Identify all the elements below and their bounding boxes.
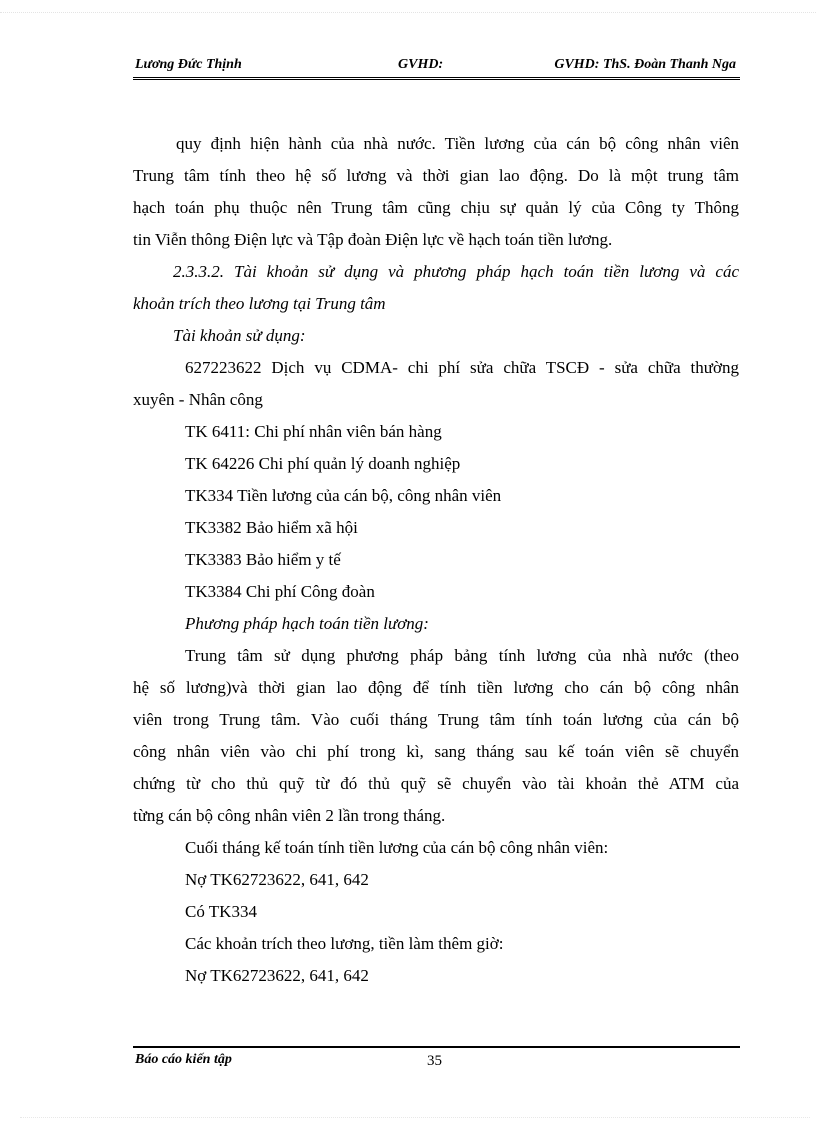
text-line: quy định hiện hành của nhà nước. Tiền lương của cán bộ công nhân viên <box>176 134 739 153</box>
text-line: chứng từ cho thủ quỹ từ đó thủ quỹ sẽ chuyển vào tài khoản thẻ ATM của <box>133 774 739 793</box>
footer-rule <box>133 1046 740 1048</box>
text-line: viên trong Trung tâm. Vào cuối tháng Trung tâm tính toán lương của cán bộ <box>133 710 739 729</box>
footer-title: Báo cáo kiến tập <box>135 1052 232 1067</box>
heading-line: 2.3.3.2. Tài khoản sử dụng và phương pháp hạch toán tiền lương và các <box>173 262 739 281</box>
account-cdma <box>133 352 739 416</box>
paragraph-method <box>133 640 739 832</box>
page-body <box>133 128 739 992</box>
list-item: TK3382 Bảo hiểm xã hội <box>185 518 358 537</box>
text-line: Trung tâm tính theo hệ số lương và thời gian lao động. Do là một trung tâm <box>133 166 739 185</box>
text-line: xuyên - Nhân công <box>133 390 263 409</box>
list-item: TK 64226 Chi phí quản lý doanh nghiệp <box>185 454 461 473</box>
text-line: hạch toán phụ thuộc nên Trung tâm cũng chịu sự quản lý của Công ty Thông <box>133 198 739 217</box>
list-item: TK3384 Chi phí Công đoàn <box>185 582 375 601</box>
accounting-entries <box>133 832 739 992</box>
entry-line: Cuối tháng kế toán tính tiền lương của cán bộ công nhân viên: <box>185 838 609 857</box>
list-item: TK3383 Bảo hiểm y tế <box>185 550 341 569</box>
page-footer <box>133 1052 740 1072</box>
entry-line: Nợ TK62723622, 641, 642 <box>185 870 369 889</box>
text-line: 627223622 Dịch vụ CDMA- chi phí sửa chữa TSCĐ - sửa chữa thường <box>185 358 739 377</box>
header-author: Lương Đức Thịnh <box>135 57 242 72</box>
list-item: TK 6411: Chi phí nhân viên bán hàng <box>185 422 442 441</box>
text-line: hệ số lương)và thời gian lao động để tính tiền lương cho cán bộ công nhân <box>133 678 739 697</box>
page-header <box>133 57 740 77</box>
text-line: tin Viễn thông Điện lực và Tập đoàn Điện lực về hạch toán tiền lương. <box>133 230 613 249</box>
list-item: TK334 Tiền lương của cán bộ, công nhân viên <box>185 486 502 505</box>
page-top-edge <box>0 0 816 13</box>
section-heading <box>133 256 739 320</box>
header-advisor: GVHD: ThS. Đoàn Thanh Nga <box>554 57 736 72</box>
entry-line: Nợ TK62723622, 641, 642 <box>185 966 369 985</box>
page-bottom-edge <box>20 1117 810 1118</box>
account-list <box>133 416 739 608</box>
entry-line: Có TK334 <box>185 902 257 921</box>
header-rule <box>133 77 740 80</box>
text-line: công nhân viên vào chi phí trong kì, sang tháng sau kế toán viên sẽ chuyển <box>133 742 739 761</box>
text-line: từng cán bộ công nhân viên 2 lần trong tháng. <box>133 806 446 825</box>
heading-line: khoản trích theo lương tại Trung tâm <box>133 294 386 313</box>
accounts-label: Tài khoản sử dụng: <box>173 326 306 345</box>
paragraph-regulation <box>133 128 739 256</box>
entry-line: Các khoản trích theo lương, tiền làm thêm giờ: <box>185 934 504 953</box>
text-line: Trung tâm sử dụng phương pháp bảng tính lương của nhà nước (theo <box>185 646 739 665</box>
header-gvhd-label: GVHD: <box>398 57 444 72</box>
method-label: Phương pháp hạch toán tiền lương: <box>185 614 429 633</box>
page-number: 35 <box>427 1053 442 1069</box>
